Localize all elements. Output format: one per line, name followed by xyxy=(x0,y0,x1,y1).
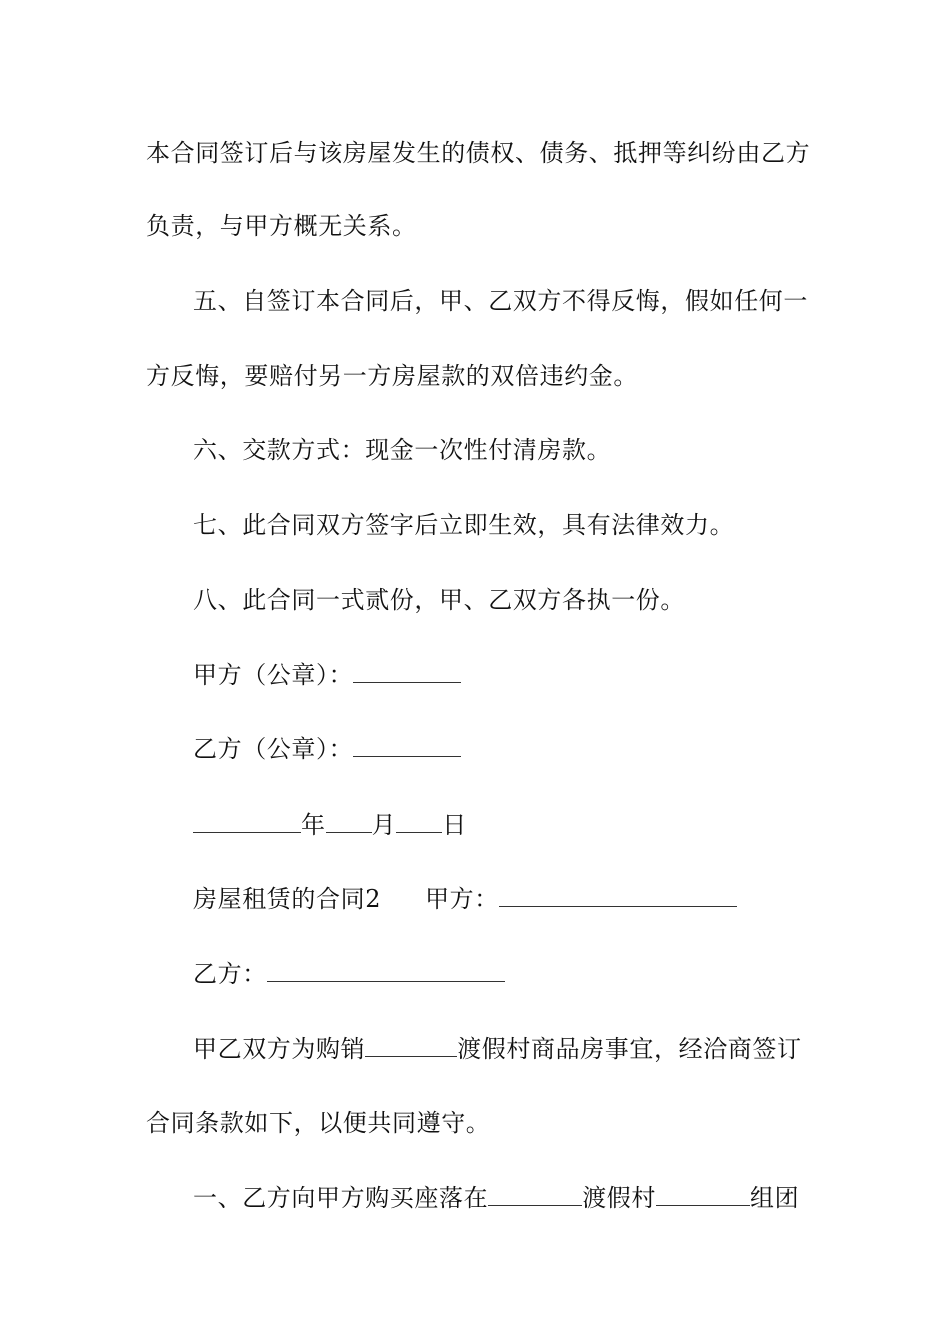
signature-party-b-label: 乙方（公章）： xyxy=(193,735,354,763)
signature-party-b-blank xyxy=(353,734,461,757)
signature-party-a xyxy=(193,660,461,690)
signature-party-a-label: 甲方（公章）： xyxy=(193,661,354,689)
date-month-label: 月 xyxy=(371,811,397,839)
contract2-party-a-label: 甲方： xyxy=(425,885,499,913)
contract2-heading xyxy=(193,884,737,914)
clause1-blank-1 xyxy=(488,1183,582,1206)
clause-six: 六、交款方式：现金一次性付清房款。 xyxy=(193,436,612,464)
date-day-blank xyxy=(396,810,442,833)
intro-line xyxy=(193,1034,802,1064)
signature-party-b xyxy=(193,734,461,764)
contract2-party-b-blank xyxy=(267,959,505,982)
paragraph-line: 负责，与甲方概无关系。 xyxy=(146,212,417,240)
contract2-party-b-label: 乙方： xyxy=(193,960,267,988)
date-day-label: 日 xyxy=(442,811,467,839)
contract2-title: 房屋租赁的合同2 xyxy=(193,885,382,913)
date-month-blank xyxy=(326,810,372,833)
clause-seven: 七、此合同双方签字后立即生效，具有法律效力。 xyxy=(193,511,735,539)
intro-line-2: 合同条款如下，以便共同遵守。 xyxy=(146,1109,491,1137)
clause-one-line xyxy=(193,1183,799,1213)
date-year-label: 年 xyxy=(301,811,326,839)
clause1-part1: 一、乙方向甲方购买座落在 xyxy=(193,1184,489,1212)
clause1-part3: 组团 xyxy=(750,1184,800,1212)
clause-five-continuation: 方反悔，要赔付另一方房屋款的双倍违约金。 xyxy=(146,362,638,390)
clause-five-line: 五、自签订本合同后，甲、乙双方不得反悔，假如任何一 xyxy=(193,287,808,315)
date-year-blank xyxy=(193,810,301,833)
clause1-blank-2 xyxy=(656,1183,750,1206)
intro-part1: 甲乙双方为购销 xyxy=(193,1035,366,1063)
paragraph-line: 本合同签订后与该房屋发生的债权、债务、抵押等纠纷由乙方 xyxy=(146,139,811,167)
signature-party-a-blank xyxy=(353,660,461,683)
contract2-party-b xyxy=(193,959,505,989)
contract2-party-a-blank xyxy=(499,884,737,907)
clause1-part2: 渡假村 xyxy=(582,1184,657,1212)
intro-part2: 渡假村商品房事宜，经洽商签订 xyxy=(457,1035,802,1063)
intro-blank xyxy=(365,1034,457,1057)
clause-eight: 八、此合同一式贰份，甲、乙双方各执一份。 xyxy=(193,586,685,614)
date-line xyxy=(193,810,467,840)
